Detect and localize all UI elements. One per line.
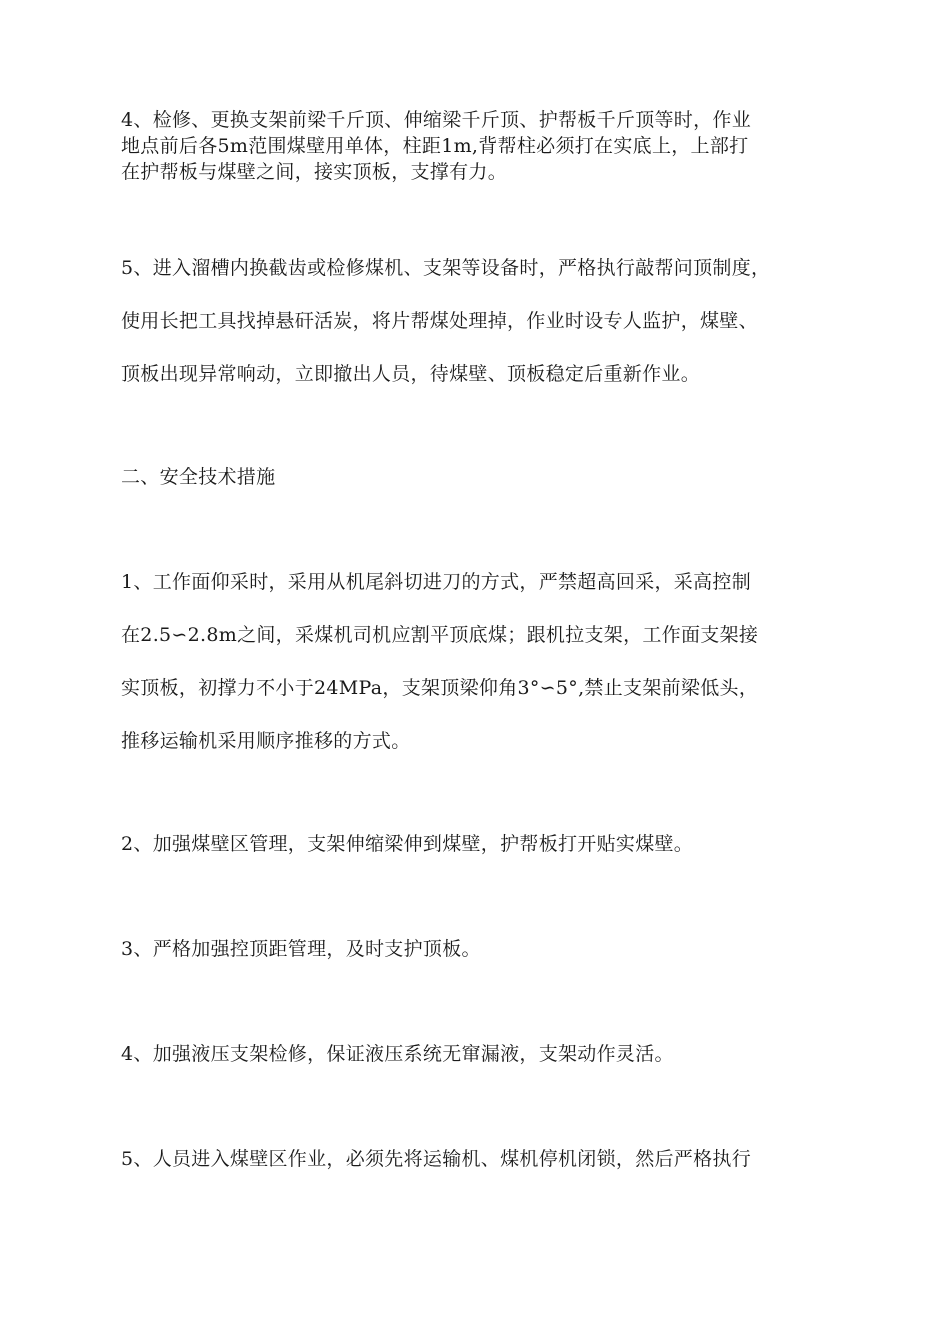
text-line: 在护帮板与煤壁之间，接实顶板，支撑有力。	[121, 161, 508, 183]
text-line: 在2.5∽2.8m之间，采煤机司机应割平顶底煤；跟机拉支架，工作面支架接	[121, 624, 759, 646]
text-line: 5、人员进入煤壁区作业，必须先将运输机、煤机停机闭锁，然后严格执行	[121, 1148, 751, 1170]
text-line: 顶板出现异常响动，立即撤出人员，待煤壁、顶板稳定后重新作业。	[121, 363, 701, 385]
text-line: 使用长把工具找掉悬矸活炭，将片帮煤处理掉，作业时设专人监护，煤壁、	[121, 310, 758, 332]
text-line: 实顶板，初撑力不小于24MPa，支架顶梁仰角3°∽5°,禁止支架前梁低头，	[121, 677, 759, 699]
text-line: 地点前后各5m范围煤壁用单体，柱距1m,背帮柱必须打在实底上，上部打	[121, 135, 749, 157]
section-heading: 二、安全技术措施	[121, 466, 276, 488]
text-line: 4、检修、更换支架前梁千斤顶、伸缩梁千斤顶、护帮板千斤顶等时，作业	[121, 109, 751, 131]
text-line: 5、进入溜槽内换截齿或检修煤机、支架等设备时，严格执行敲帮问顶制度，	[121, 257, 771, 279]
text-line: 3、严格加强控顶距管理，及时支护顶板。	[121, 938, 481, 960]
text-line: 1、工作面仰采时，采用从机尾斜切进刀的方式，严禁超高回采，采高控制	[121, 571, 751, 593]
text-line: 4、加强液压支架检修，保证液压系统无窜漏液，支架动作灵活。	[121, 1043, 674, 1065]
text-line: 推移运输机采用顺序推移的方式。	[121, 730, 411, 752]
text-line: 2、加强煤壁区管理，支架伸缩梁伸到煤壁，护帮板打开贴实煤壁。	[121, 833, 694, 855]
